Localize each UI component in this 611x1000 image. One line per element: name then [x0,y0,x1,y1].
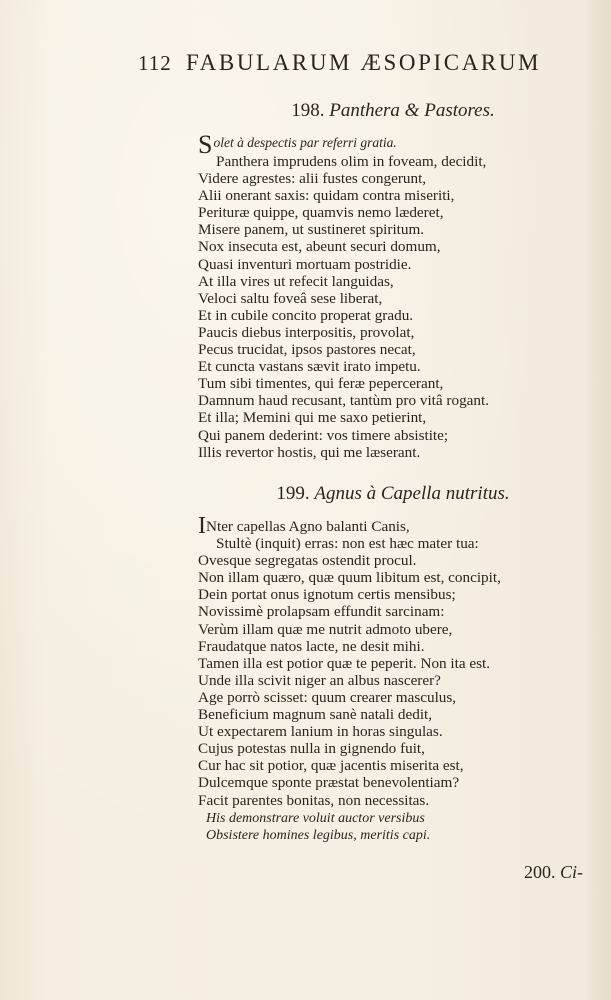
verse-line: Beneficium magnum sanè natali dedit, [198,706,433,724]
verse-line: Misere panem, ut sustineret spiritum. [198,221,425,239]
verse-line: Fraudatque natos lacte, ne desit mihi. [198,637,425,655]
fable-number: 199. [276,483,310,504]
verse-line: Panthera imprudens olim in foveam, decidit, [216,153,487,170]
verse-line: Perituræ quippe, quamvis nemo læderet, [198,204,444,222]
verse-line: Dulcemque sponte præstat benevolentiam? [198,774,460,792]
moral-text: olet à despectis par referri gratia. [213,135,397,150]
fable-198 [198,100,548,461]
verse-line: Facit parentes bonitas, non necessitas. [198,791,430,809]
verse-line: Tamen illa est potior quæ te peperit. Non ita est. [198,654,491,672]
verse-line: Novissimè prolapsam effundit sarcinam: [198,603,445,621]
verse-block [198,153,548,461]
verse-block [198,535,548,809]
epimythium-line: Obsistere homines legibus, meritis capi. [206,827,431,843]
catchword-fragment: Ci- [559,862,583,882]
verse-line: Dein portat onus ignotum certis mensibus; [198,586,456,604]
verse-line: Videre agrestes: alii fustes congerunt, [198,170,427,188]
verse-line: Age porrò scisset: quum crearer masculus, [198,688,457,706]
page-number: 112 [138,51,172,75]
verse-line: Nox insecuta est, abeunt securi domum, [198,238,441,256]
drop-initial: S [198,130,213,159]
fable-name: Agnus à Capella nutritus. [314,483,510,504]
verse-line: Tum sibi timentes, qui feræ pepercerant, [198,375,444,393]
fable-title [198,100,548,122]
verse-line: Qui panem dederint: vos timere absistite; [198,426,449,444]
verse-line: Ut expectarem lanium in horas singulas. [198,723,443,741]
epimythium [198,810,548,844]
verse-line: Damnum haud recusant, tantùm pro vitâ rogant. [198,392,490,410]
verse-line: Ovesque segregatas ostendit procul. [198,552,417,570]
epimythium-line: His demonstrare voluit auctor versibus [206,810,425,826]
opening-line [198,513,548,539]
fable-title [198,483,548,505]
drop-initial: I [198,513,206,539]
catchword [524,862,583,883]
catchword-number: 200. [523,862,556,882]
opening-text: Nter capellas Agno balanti Canis, [206,518,410,535]
verse-line: Et cuncta vastans sævit irato impetu. [198,358,421,376]
verse-line: Cur hac sit potior, quæ jacentis miserita est, [198,757,464,775]
verse-line: Pecus trucidat, ipsos pastores necat, [198,341,416,359]
running-title: FABULARUM ÆSOPICARUM [186,50,542,75]
verse-line: Veloci saltu foveâ sese liberat, [198,289,383,307]
verse-line: Stultè (inquit) erras: non est hæc mater tua: [216,535,479,553]
verse-line: Non illam quæro, quæ quum libitum est, concipit, [198,569,501,587]
verse-line: At illa vires ut refecit languidas, [198,272,394,290]
fable-moral [198,130,548,159]
verse-line: Verùm illam quæ me nutrit admoto ubere, [198,620,453,638]
verse-line: Illis revertor hostis, qui me læserant. [198,443,421,461]
fable-number: 198. [291,100,325,121]
verse-line: Paucis diebus interpositis, provolat, [198,323,415,341]
verse-line: Quasi inventuri mortuam postridie. [198,255,412,273]
verse-line: Et illa; Memini qui me saxo petierint, [198,409,427,427]
verse-line: Alii onerant saxis: quidam contra miseriti, [198,187,455,205]
verse-line: Cujus potestas nulla in gignendo fuit, [198,740,425,758]
running-head [138,50,548,80]
verse-line: Et in cubile concito properat gradu. [198,306,414,324]
fable-199 [198,483,548,844]
verse-line: Unde illa scivit niger an albus nascerer? [198,671,441,689]
fable-name: Panthera & Pastores. [329,100,495,121]
